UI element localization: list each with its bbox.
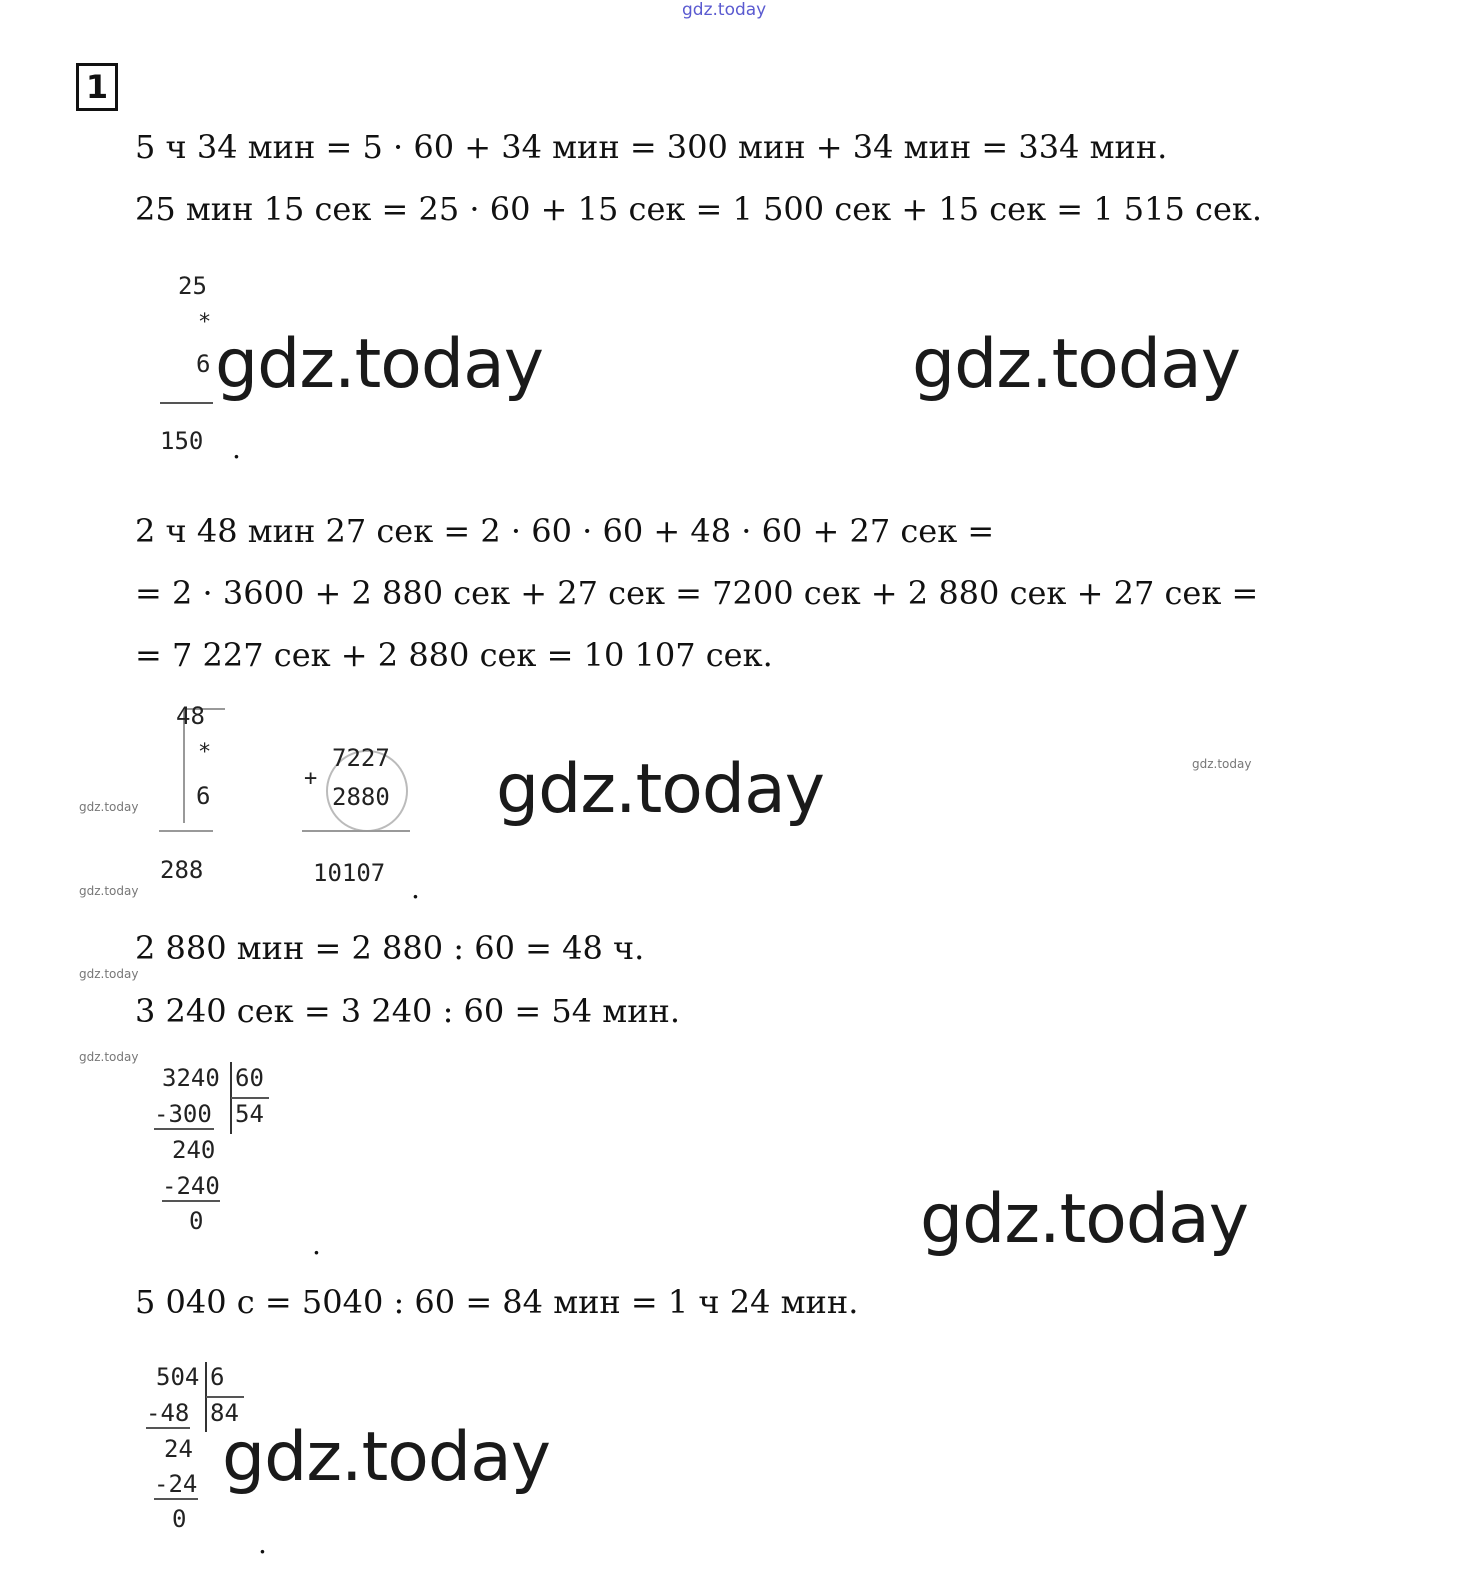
watermark-small: gdz.today xyxy=(79,1050,139,1064)
calc-result: 150 xyxy=(160,427,204,455)
calc-rule xyxy=(162,1200,220,1202)
calc-operand: 7227 xyxy=(332,744,390,772)
calc-rule xyxy=(206,1396,244,1398)
watermark-large: gdz.today xyxy=(912,325,1240,404)
equation-line: = 7 227 сек + 2 880 сек = 10 107 сек. xyxy=(135,636,773,674)
calc-rule xyxy=(154,1498,198,1500)
calc-operator: * xyxy=(198,310,212,335)
calc-result: 10107 xyxy=(313,859,386,887)
calc-operand: 2880 xyxy=(332,783,390,811)
equation-line: 2 ч 48 мин 27 сек = 2 · 60 · 60 + 48 · 60 + 27 сек = xyxy=(135,512,995,550)
calc-divisor: 6 xyxy=(210,1363,225,1391)
calc-step: -300 xyxy=(154,1100,212,1128)
calc-result: 288 xyxy=(160,856,204,884)
calc-operand: 6 xyxy=(196,350,211,378)
period: . xyxy=(411,872,420,905)
watermark-small: gdz.today xyxy=(1192,757,1252,771)
calc-rule xyxy=(154,1128,214,1130)
calc-step: -48 xyxy=(146,1399,190,1427)
calc-remainder: 240 xyxy=(172,1136,216,1164)
watermark-large: gdz.today xyxy=(920,1180,1248,1259)
watermark-small: gdz.today xyxy=(79,967,139,981)
period: . xyxy=(232,432,241,465)
calc-rule xyxy=(146,1427,190,1429)
watermark-large: gdz.today xyxy=(496,750,824,829)
calc-operand: 25 xyxy=(178,272,207,300)
watermark-large: gdz.today xyxy=(222,1418,550,1497)
calc-step: -24 xyxy=(154,1470,198,1498)
equation-line: 25 мин 15 сек = 25 · 60 + 15 сек = 1 500 сек + 15 сек = 1 515 сек. xyxy=(135,190,1263,228)
calc-remainder: 0 xyxy=(172,1505,187,1533)
calc-rule xyxy=(231,1097,269,1099)
equation-line: 5 ч 34 мин = 5 · 60 + 34 мин = 300 мин + 34 мин = 334 мин. xyxy=(135,128,1168,166)
calc-divisor: 60 xyxy=(235,1064,264,1092)
equation-line: = 2 · 3600 + 2 880 сек + 27 сек = 7200 сек + 2 880 сек + 27 сек = xyxy=(135,574,1259,612)
period: . xyxy=(312,1228,321,1261)
task-number: 1 xyxy=(76,63,118,111)
calc-remainder: 0 xyxy=(189,1207,204,1235)
equation-line: 3 240 сек = 3 240 : 60 = 54 мин. xyxy=(135,992,681,1030)
period: . xyxy=(258,1527,267,1560)
watermark-small: gdz.today xyxy=(79,800,139,814)
calc-rule xyxy=(302,830,410,832)
calc-operator: + xyxy=(304,766,318,791)
calc-remainder: 24 xyxy=(164,1435,193,1463)
calc-operator: * xyxy=(198,740,212,765)
equation-line: 2 880 мин = 2 880 : 60 = 48 ч. xyxy=(135,929,645,967)
watermark-top: gdz.today xyxy=(682,0,767,20)
calc-step: -240 xyxy=(162,1172,220,1200)
watermark-small: gdz.today xyxy=(79,884,139,898)
calc-operand: 6 xyxy=(196,782,211,810)
watermark-large: gdz.today xyxy=(215,325,543,404)
equation-line: 5 040 с = 5040 : 60 = 84 мин = 1 ч 24 мин. xyxy=(135,1283,859,1321)
calc-quotient: 84 xyxy=(210,1399,239,1427)
calc-dividend: 3240 xyxy=(162,1064,220,1092)
calc-quotient: 54 xyxy=(235,1100,264,1128)
calc-rule xyxy=(160,402,213,404)
calc-dividend: 504 xyxy=(156,1363,200,1391)
calc-operand: 48 xyxy=(176,702,205,730)
calc-rule xyxy=(159,830,213,832)
